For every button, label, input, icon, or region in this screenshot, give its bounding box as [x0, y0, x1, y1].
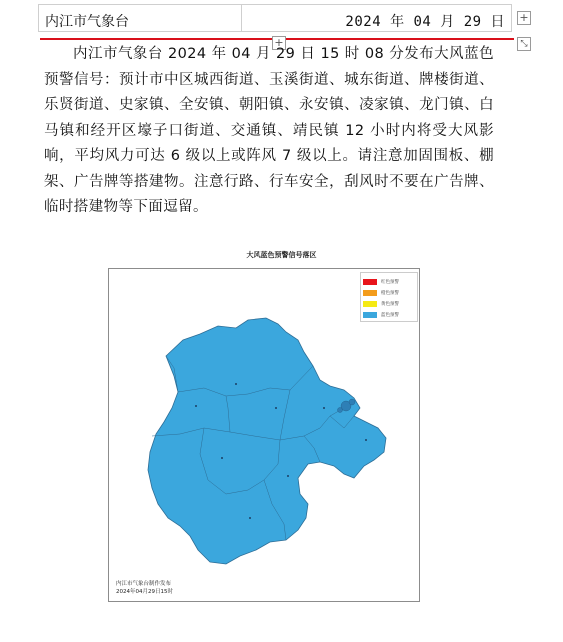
legend-row-yellow: [363, 298, 415, 309]
header-org: 内江市气象台: [45, 14, 129, 30]
map-footer-time: 2024年04月29日15时: [116, 589, 173, 595]
legend-label-blue: 蓝色预警: [381, 312, 399, 318]
map-region-fill: [148, 318, 386, 564]
map-footer: [116, 580, 173, 596]
table-resize-handle[interactable]: ⤡: [517, 37, 531, 51]
legend-swatch-orange: [363, 290, 377, 296]
header-date: 2024 年 04 月 29 日: [345, 14, 505, 30]
header-divider: [241, 5, 242, 31]
header-table: [38, 4, 512, 32]
legend-label-orange: 橙色预警: [381, 290, 399, 296]
legend-swatch-yellow: [363, 301, 377, 307]
legend-row-red: [363, 276, 415, 287]
map-title: 大风蓝色预警信号落区: [246, 251, 317, 259]
warning-paragraph: 内江市气象台 2024 年 04 月 29 日 15 时 08 分发布大风蓝色预警信号：预计市中区城西街道、玉溪街道、城东街道、牌楼街道、乐贤街道、史家镇、全安镇、朝阳镇、永安镇、凌家镇、龙门镇、白马镇和经开区壕子口街道、交通镇、靖民镇 12 小时内将受大风影响，平均风力可达 6 级以上或阵风 7 级以上。请注意加固围板、棚架、广告牌等搭建物。注意行路、行车安全，刮风时不要在广告牌、临时搭建物等下面逗留。: [44, 46, 494, 215]
legend-label-yellow: 黄色预警: [381, 301, 399, 307]
legend-label-red: 红色预警: [381, 279, 399, 285]
legend-row-blue: [363, 309, 415, 320]
legend-swatch-red: [363, 279, 377, 285]
legend-row-orange: [363, 287, 415, 298]
add-row-button[interactable]: +: [272, 36, 286, 50]
map-legend: [360, 272, 418, 322]
legend-swatch-blue: [363, 312, 377, 318]
map-footer-publisher: 内江市气象台制作发布: [116, 581, 172, 587]
add-column-button[interactable]: +: [517, 11, 531, 25]
